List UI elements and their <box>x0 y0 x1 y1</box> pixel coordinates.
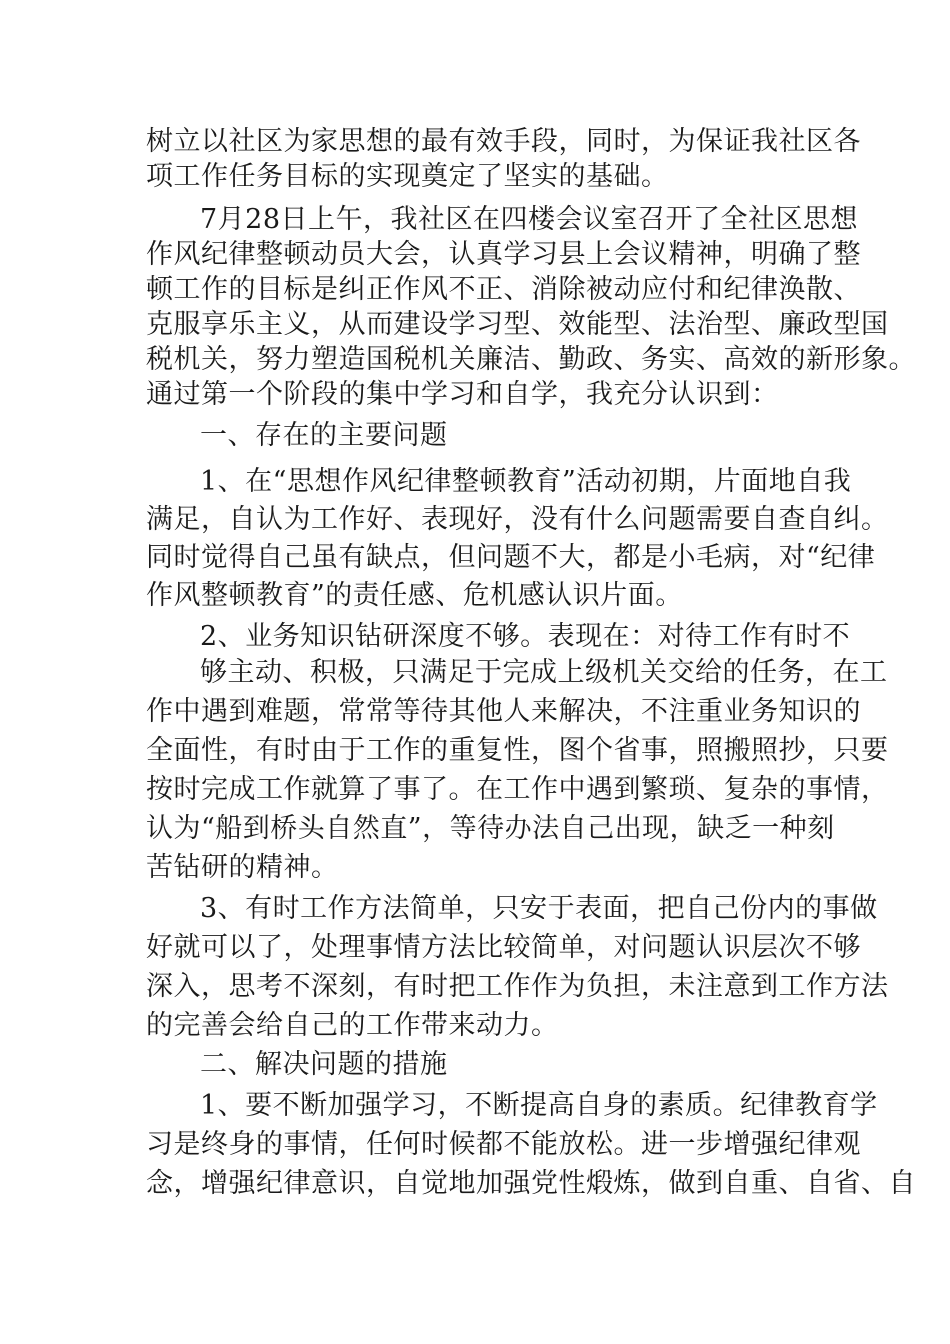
text-line: 按时完成工作就算了事了。在工作中遇到繁琐、复杂的事情， <box>146 774 889 805</box>
text-line: 深入，思考不深刻，有时把工作作为负担，未注意到工作方法 <box>146 971 889 1002</box>
text-line: 通过第一个阶段的集中学习和自学，我充分认识到： <box>146 379 779 410</box>
text-line: 全面性，有时由于工作的重复性，图个省事，照搬照抄，只要 <box>146 735 889 766</box>
text-line: 好就可以了，处理事情方法比较简单，对问题认识层次不够 <box>146 932 861 963</box>
text-line: 树立以社区为家思想的最有效手段，同时，为保证我社区各 <box>146 126 861 157</box>
section-heading: 一、存在的主要问题 <box>200 420 448 451</box>
text-line: 习是终身的事情，任何时候都不能放松。进一步增强纪律观 <box>146 1129 861 1160</box>
text-line: 7月28日上午，我社区在四楼会议室召开了全社区思想 <box>200 204 859 235</box>
text-line: 克服享乐主义，从而建设学习型、效能型、法治型、廉政型国 <box>146 309 889 340</box>
text-line: 认为“船到桥头自然直”，等待办法自己出现，缺乏一种刻 <box>146 813 835 844</box>
text-line: 税机关，努力塑造国税机关廉洁、勤政、务实、高效的新形象。 <box>146 344 916 375</box>
text-line: 作中遇到难题，常常等待其他人来解决，不注重业务知识的 <box>146 696 861 727</box>
text-line: 苦钻研的精神。 <box>146 852 339 883</box>
text-line: 够主动、积极，只满足于完成上级机关交给的任务，在工 <box>200 657 888 688</box>
text-line: 3、有时工作方法简单，只安于表面，把自己份内的事做 <box>200 893 878 924</box>
text-line: 项工作任务目标的实现奠定了坚实的基础。 <box>146 161 669 192</box>
text-line: 作风纪律整顿动员大会，认真学习县上会议精神，明确了整 <box>146 239 861 270</box>
text-line: 满足，自认为工作好、表现好，没有什么问题需要自查自纠。 <box>146 504 889 535</box>
text-line: 念，增强纪律意识，自觉地加强党性煅炼，做到自重、自省、自 <box>146 1168 916 1199</box>
text-line: 的完善会给自己的工作带来动力。 <box>146 1010 559 1041</box>
text-line: 顿工作的目标是纠正作风不正、消除被动应付和纪律涣散、 <box>146 274 861 305</box>
section-heading: 二、解决问题的措施 <box>200 1049 448 1080</box>
text-line: 作风整顿教育”的责任感、危机感认识片面。 <box>146 580 683 611</box>
text-line: 2、业务知识钻研深度不够。表现在：对待工作有时不 <box>200 621 851 652</box>
text-line: 1、在“思想作风纪律整顿教育”活动初期，片面地自我 <box>200 466 852 497</box>
text-line: 1、要不断加强学习，不断提高自身的素质。纪律教育学 <box>200 1090 878 1121</box>
text-line: 同时觉得自己虽有缺点，但问题不大，都是小毛病，对“纪律 <box>146 542 876 573</box>
